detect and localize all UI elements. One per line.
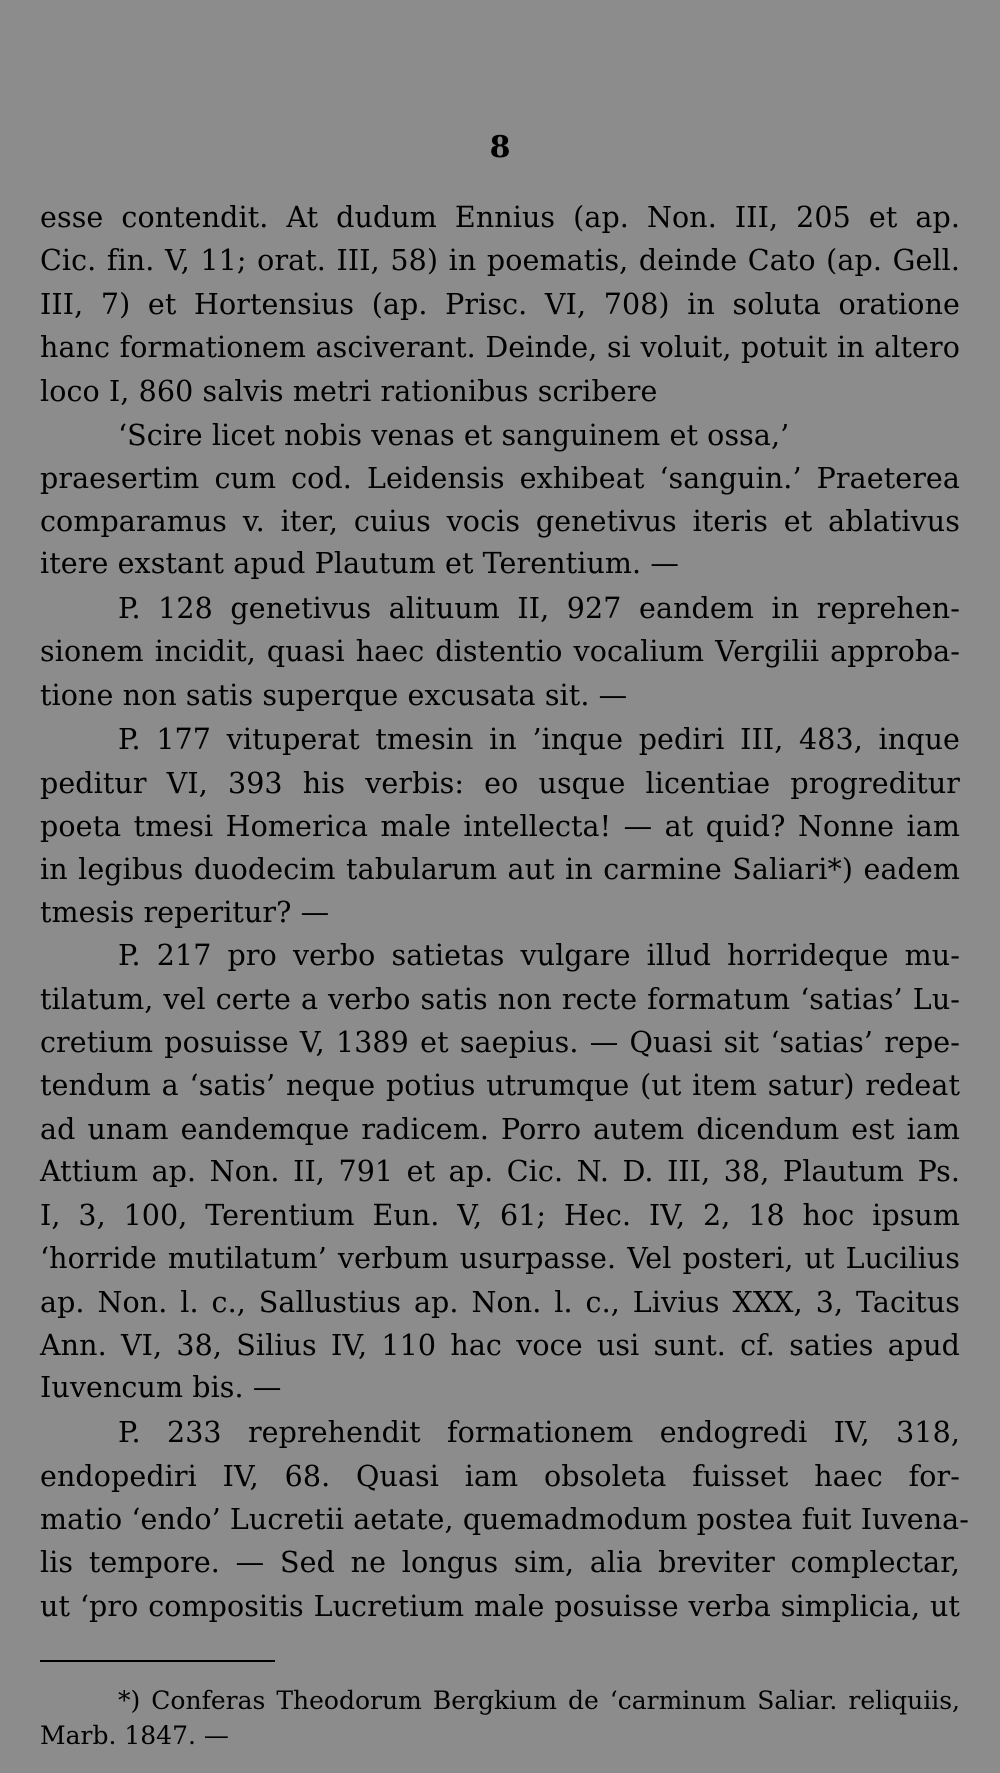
text-line: peditur VI, 393 his verbis: eo usque licentiae progreditur — [40, 767, 960, 800]
footnote-line: Marb. 1847. — — [40, 1721, 229, 1750]
text-line: tendum a ‘satis’ neque potius utrumque (ut item satur) redeat — [40, 1069, 960, 1102]
text-line: III, 7) et Hortensius (ap. Prisc. VI, 708) in soluta oratione — [40, 288, 960, 321]
text-line: tilatum, vel certe a verbo satis non recte formatum ‘satias’ Lu- — [40, 983, 960, 1016]
text-line: Attium ap. Non. II, 791 et ap. Cic. N. D. III, 38, Plautum Ps. — [40, 1155, 960, 1188]
text-line: P. 233 reprehendit formationem endogredi IV, 318, — [118, 1416, 960, 1449]
text-line: ap. Non. l. c., Sallustius ap. Non. l. c., Livius XXX, 3, Tacitus — [40, 1286, 960, 1319]
footnote-rule — [40, 1660, 275, 1662]
text-line: ‘horride mutilatum’ verbum usurpasse. Vel posteri, ut Lucilius — [40, 1242, 960, 1275]
text-line: tmesis reperitur? — — [40, 896, 330, 929]
page-number: 8 — [489, 130, 511, 165]
text-line: I, 3, 100, Terentium Eun. V, 61; Hec. IV, 2, 18 hoc ipsum — [40, 1199, 960, 1232]
verse-quote: ‘Scire licet nobis venas et sanguinem et ossa,’ — [118, 419, 790, 452]
text-line: ad unam eandemque radicem. Porro autem dicendum est iam — [40, 1113, 960, 1146]
text-line: cretium posuisse V, 1389 et saepius. — Quasi sit ‘satias’ repe- — [40, 1026, 960, 1059]
text-line: endopediri IV, 68. Quasi iam obsoleta fuisset haec for- — [40, 1460, 960, 1493]
text-line: Iuvencum bis. — — [40, 1371, 282, 1404]
text-line: praesertim cum cod. Leidensis exhibeat ‘sanguin.’ Praeterea — [40, 462, 960, 495]
text-line: ut ‘pro compositis Lucretium male posuisse verba simplicia, ut — [40, 1590, 960, 1623]
text-line: in legibus duodecim tabularum aut in carmine Saliari*) eadem — [40, 853, 960, 886]
text-line: sionem incidit, quasi haec distentio vocalium Vergilii approba- — [40, 635, 960, 668]
text-line: tione non satis superque excusata sit. — — [40, 679, 628, 712]
text-line: P. 177 vituperat tmesin in ’inque pediri III, 483, inque — [118, 723, 960, 756]
text-line: P. 217 pro verbo satietas vulgare illud horrideque mu- — [118, 939, 960, 972]
text-line: itere exstant apud Plautum et Terentium. — — [40, 547, 679, 580]
text-line: Cic. fin. V, 11; orat. III, 58) in poematis, deinde Cato (ap. Gell. — [40, 244, 960, 277]
footnote-line: *) Conferas Theodorum Bergkium de ‘carminum Saliar. reliquiis, — [118, 1686, 960, 1715]
text-line: matio ‘endo’ Lucretii aetate, quemadmodum postea fuit Iuvena- — [40, 1503, 969, 1536]
text-line: esse contendit. At dudum Ennius (ap. Non. III, 205 et ap. — [40, 201, 960, 234]
text-line: comparamus v. iter, cuius vocis genetivus iteris et ablativus — [40, 505, 960, 538]
text-line: Ann. VI, 38, Silius IV, 110 hac voce usi sunt. cf. saties apud — [40, 1329, 960, 1362]
text-line: P. 128 genetivus alituum II, 927 eandem in reprehen- — [118, 592, 960, 625]
text-line: loco I, 860 salvis metri rationibus scribere — [40, 375, 658, 408]
text-line: lis tempore. — Sed ne longus sim, alia breviter complectar, — [40, 1546, 960, 1579]
text-line: hanc formationem asciverant. Deinde, si voluit, potuit in altero — [40, 331, 960, 364]
text-line: poeta tmesi Homerica male intellecta! — at quid? Nonne iam — [40, 810, 960, 843]
